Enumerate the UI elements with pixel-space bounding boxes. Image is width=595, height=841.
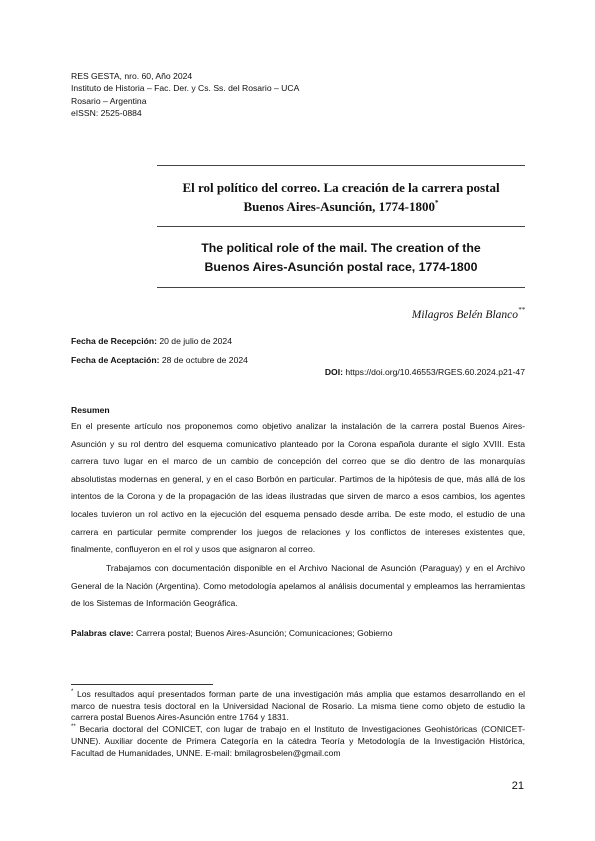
received-date [71,332,248,351]
keywords-value: Carrera postal; Buenos Aires-Asunción; Comunicaciones; Gobierno [135,628,393,638]
journal-location: Rosario – Argentina [71,95,147,106]
accepted-date [71,351,248,370]
keywords-label: Palabras clave: [71,628,134,638]
abstract-paragraph-1: En el presente artículo nos proponemos como objetivo analizar la instalación de la carrera postal Buenos Aires-Asunción y su rol dentro del esquema comunicativo planteado por la Corona española durante el siglo XVIII. Esta carrera tuvo lugar en el marco de un cambio de concepción del correo que se dio dentro de las monarquías absolutistas modernas en general, y en el caso Borbón en particular. Partimos de la hipótesis de que, más allá de los intentos de la Corona y de la propagación de las ideas ilustradas que sirven de marco a esos cambios, los agentes locales tuvieron un rol activo en la ejecución del esquema pensado desde arriba. De este modo, el estudio de una carrera en particular permite comprender los juegos de relaciones y los conflictos de intereses existentes que, finalmente, confluyeron en el rol y usos que asignaron al correo. [71,421,525,555]
journal-header [71,70,299,119]
title-top-rule [157,165,525,166]
author-name: Milagros Belén Blanco [411,309,518,321]
footnote-separator [71,684,213,685]
footnote-1-mark: * [71,689,74,695]
abstract-heading: Resumen [71,405,110,415]
journal-eissn: eISSN: 2525-0884 [71,107,142,118]
footnote-2 [71,724,525,759]
author [411,306,525,321]
abstract-paragraph-2: Trabajamos con documentación disponible en el Archivo Nacional de Asunción (Paraguay) y en el Archivo General de la Nación (Argentina). Como metodología apelamos al análisis documental y empleamos las herramientas de los Sistemas de Información Geográfica. [71,563,525,609]
accepted-value: 28 de octubre de 2024 [161,354,248,365]
footnote-2-text: Becaria doctoral del CONICET, con lugar de trabajo en el Instituto de Investigaciones Geohistóricas (CONICET-UNNE). Auxiliar docente de Primera Categoría en la cátedra Teoría y Metodología de la Investigación Histórica, Facultad de Humanidades, UNNE. E-mail: bmilagrosbelen@gmail.com [71,724,525,758]
footnote-2-mark: ** [71,724,76,731]
keywords [71,628,393,638]
doi [325,367,525,377]
journal-institute: Instituto de Historia – Fac. Der. y Cs. Ss. del Rosario – UCA [71,83,300,94]
accepted-label: Fecha de Aceptación: [71,354,160,365]
title-english [157,239,525,277]
title-spanish [157,178,525,216]
title-spanish-line2: Buenos Aires-Asunción, 1774-1800 [243,199,436,214]
title-spanish-line1: El rol político del correo. La creación de la carrera postal [182,180,500,195]
title-middle-rule [157,226,525,227]
doi-link[interactable]: https://doi.org/10.46553/RGES.60.2024.p21-47 [345,367,525,377]
title-english-line2: Buenos Aires-Asunción postal race, 1774-1800 [204,260,478,274]
footnote-1 [71,689,525,724]
author-footnote-mark[interactable]: ** [518,306,525,314]
footnote-1-text: Los resultados aquí presentados forman parte de una investigación más amplia que estamos desarrollando en el marco de nuestra tesis doctoral en la Universidad Nacional de Rosario. La misma tiene como objeto de estudio la carrera postal Buenos Aires-Asunción entre 1764 y 1831. [71,689,526,723]
article-dates [71,332,248,369]
page-number: 21 [511,780,524,792]
title-english-line1: The political role of the mail. The creation of the [201,241,481,255]
received-value: 20 de julio de 2024 [159,336,232,346]
title-bottom-rule [157,287,525,288]
journal-issue: RES GESTA, nro. 60, Año 2024 [71,71,193,81]
footnotes [71,689,525,759]
doi-label: DOI: [324,367,343,377]
title-footnote-mark[interactable]: * [435,199,439,207]
received-label: Fecha de Recepción: [71,336,157,346]
